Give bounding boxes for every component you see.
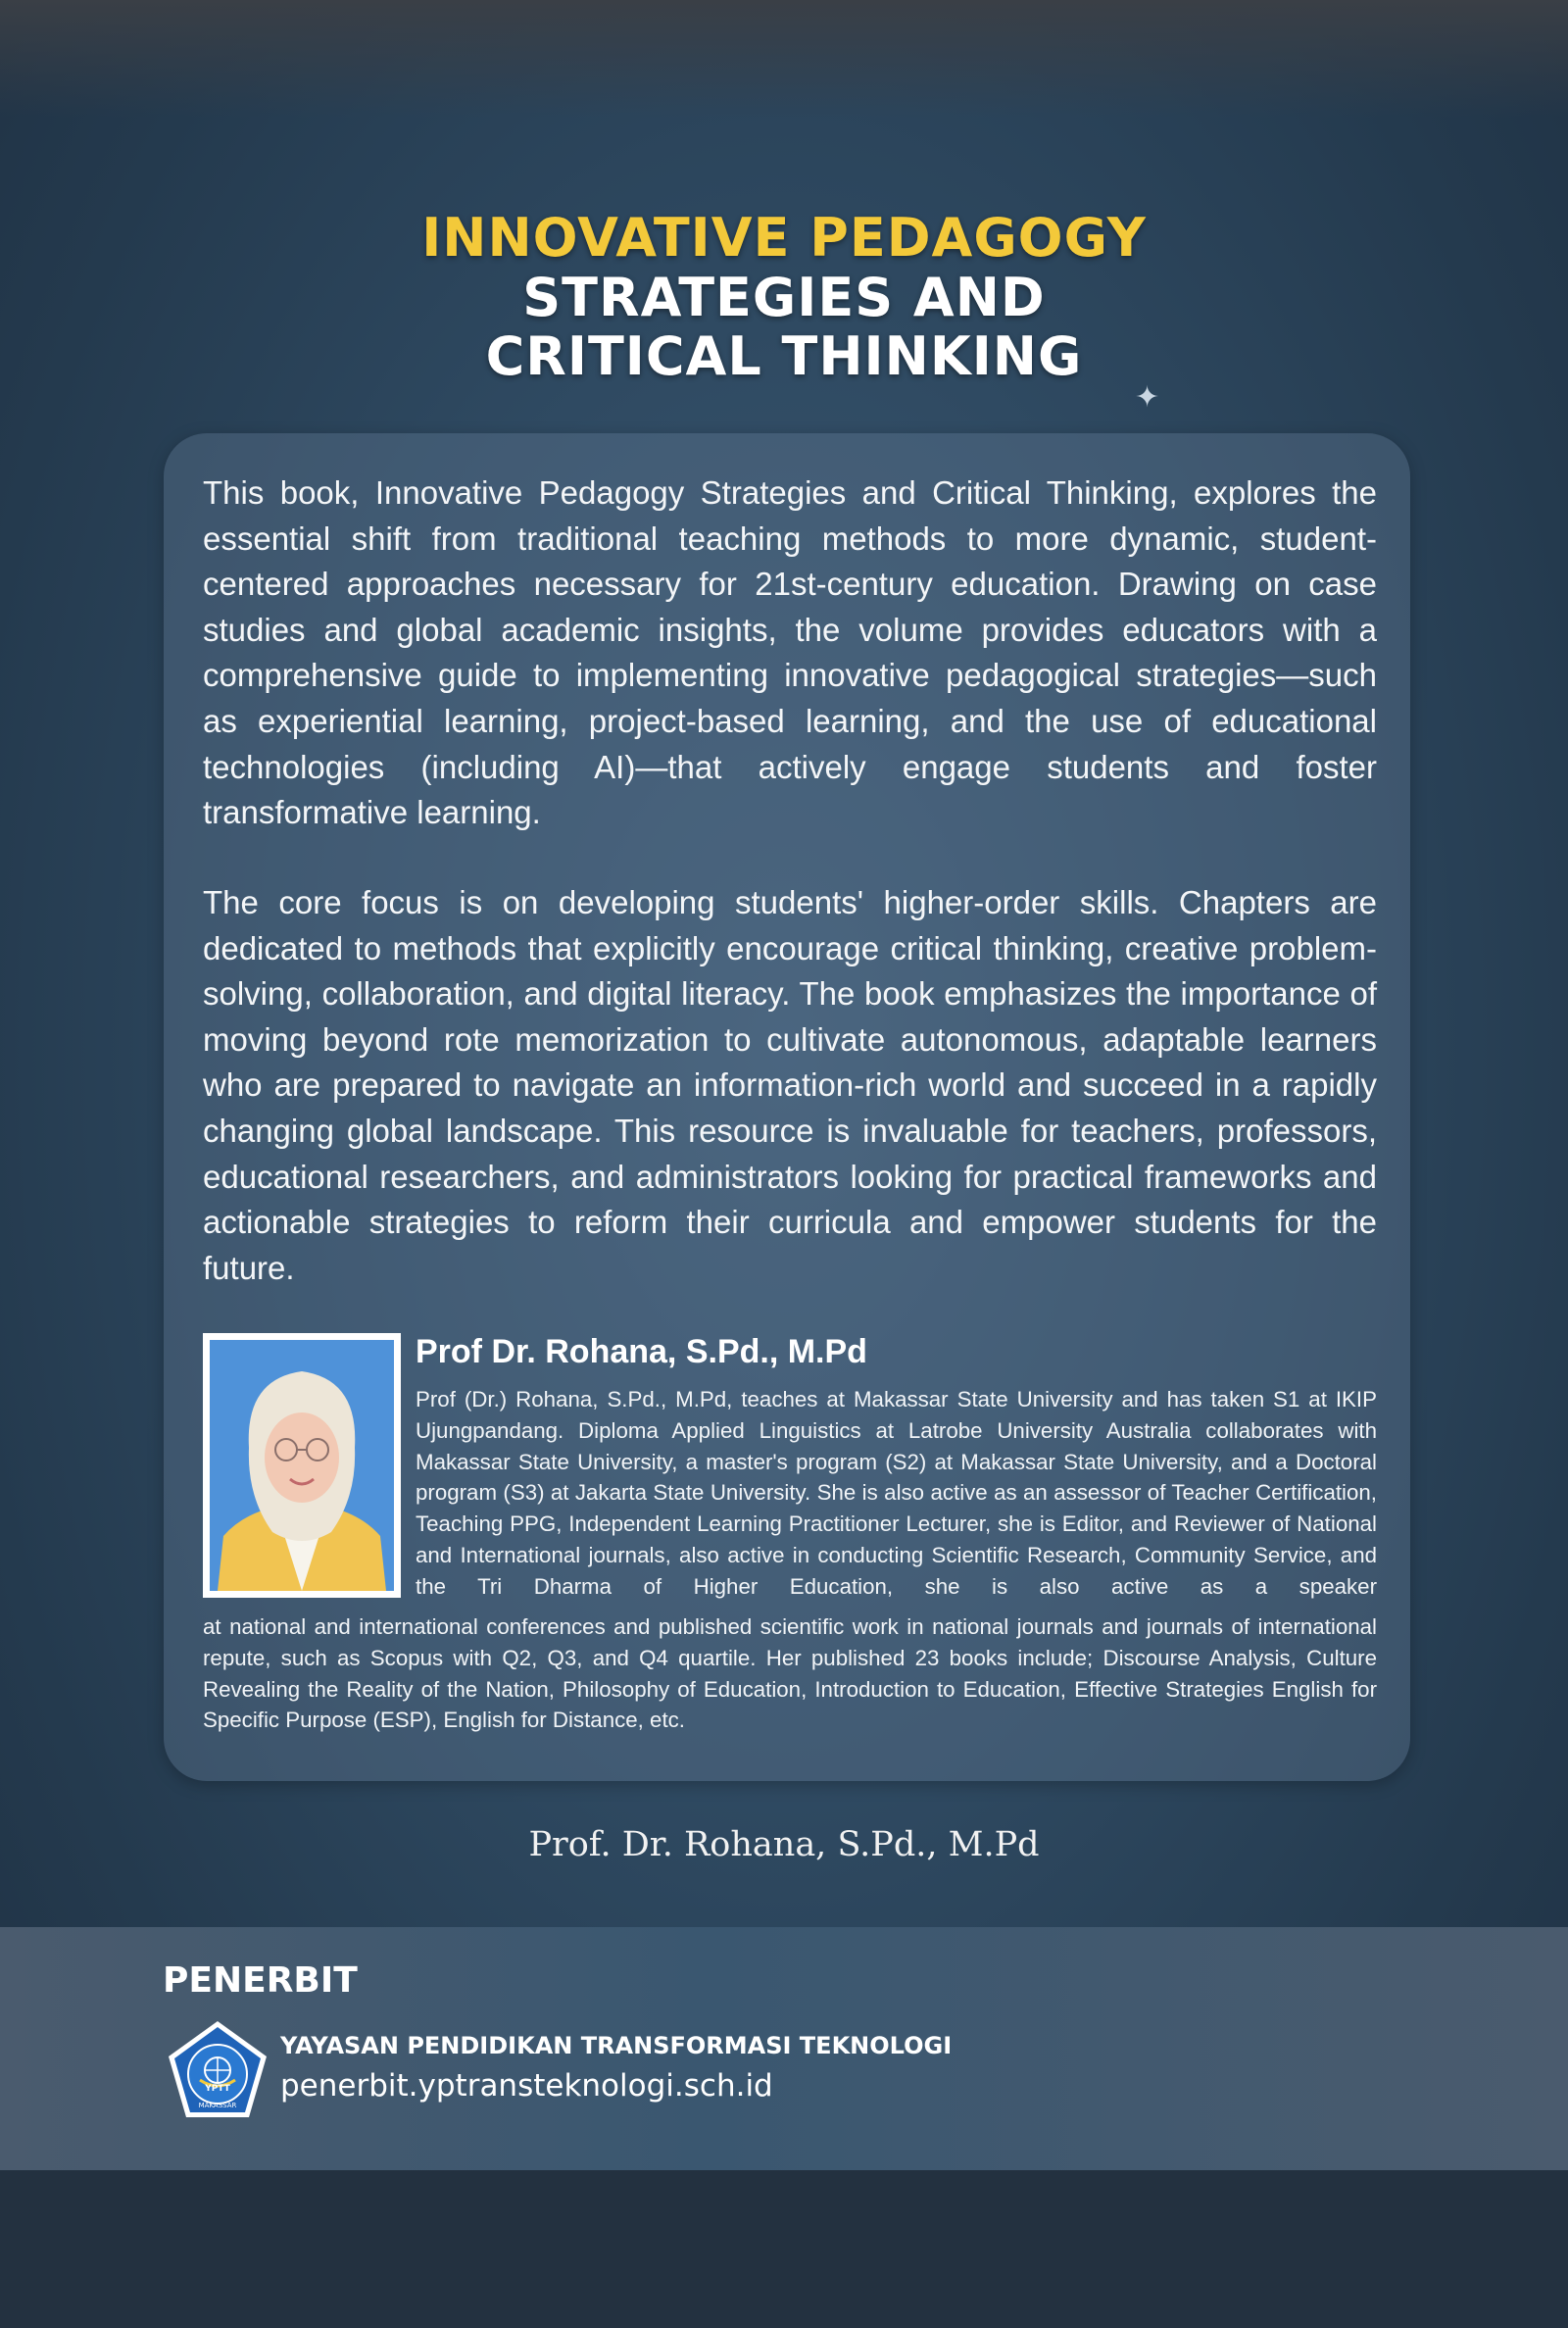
title-line-2: STRATEGIES AND (522, 267, 1046, 328)
author-portrait-icon (210, 1340, 394, 1591)
publisher-logo-icon (165, 2019, 270, 2121)
author-photo (203, 1333, 401, 1598)
description-paragraph-1: This book, Innovative Pedagogy Strategies and Critical Thinking, explores the essential shift from traditional teaching methods to more dynamic, student-centered approaches necessary for 21st-century education. Drawing on case studies and global academic insights, the volume provides educators with a comprehensive guide to implementing innovative pedagogical strategies—such as experiential learning, project-based learning, and the use of educational technologies (including AI)—that actively engage students and foster transformative learning. (203, 474, 1377, 831)
book-title (0, 208, 1568, 386)
author-bio-part-1: Prof (Dr.) Rohana, S.Pd., M.Pd, teaches at Makassar State University and has taken S1 at IKIP Ujungpandang. Diploma Applied Linguistics at Latrobe University Australia collaborates with Makassar State University, a master's program (S2) at Makassar State University, and a Doctoral program (S3) at Jakarta State University. She is also active as an assessor of Teacher Certification, Teaching PPG, Independent Learning Practitioner Lecturer, she is Editor, and Reviewer of National and International journals, also active in conducting Scientific Research, Community Service, and the Tri Dharma of Higher Education, she is also active as a speaker (416, 1387, 1377, 1599)
description-paragraph-2: The core focus is on developing students' higher-order skills. Chapters are dedicated to methods that explicitly encourage critical thinking, creative problem-solving, collaboration, and digital literacy. The book emphasizes the importance of moving beyond rote memorization to cultivate autonomous, adaptable learners who are prepared to navigate an information-rich world and succeed in a rapidly changing global landscape. This resource is invaluable for teachers, professors, educational researchers, and administrators looking for practical frameworks and actionable strategies to reform their curricula and empower students for the future. (203, 884, 1377, 1286)
top-fade (0, 0, 1568, 118)
author-signature: Prof. Dr. Rohana, S.Pd., M.Pd (528, 1825, 1040, 1864)
author-bio-part-2: at national and international conferences and published scientific work in national journals and journals of international repute, such as Scopus with Q2, Q3, and Q4 quartile. Her published 23 books include; Discourse Analysis, Culture Revealing the Reality of the Nation, Philosophy of Education, Introduction to Education, Effective Strategies English for Specific Purpose (ESP), English for Distance, etc. (203, 1614, 1377, 1733)
bottom-strip (0, 2170, 1568, 2328)
author-name: Prof Dr. Rohana, S.Pd., M.Pd (416, 1333, 867, 1370)
title-line-3: CRITICAL THINKING (485, 325, 1083, 387)
publisher-logo-city: MAKASSAR (198, 2102, 237, 2109)
publisher-name: YAYASAN PENDIDIKAN TRANSFORMASI TEKNOLOGI (280, 2032, 953, 2059)
sparkle-icon: ✦ (1135, 380, 1160, 415)
publisher-url[interactable]: penerbit.yptransteknologi.sch.id (280, 2068, 773, 2104)
title-line-1: INNOVATIVE PEDAGOGY (421, 207, 1147, 269)
publisher-logo-text: YPTT (205, 2084, 230, 2094)
publisher-label: PENERBIT (163, 1960, 358, 2001)
